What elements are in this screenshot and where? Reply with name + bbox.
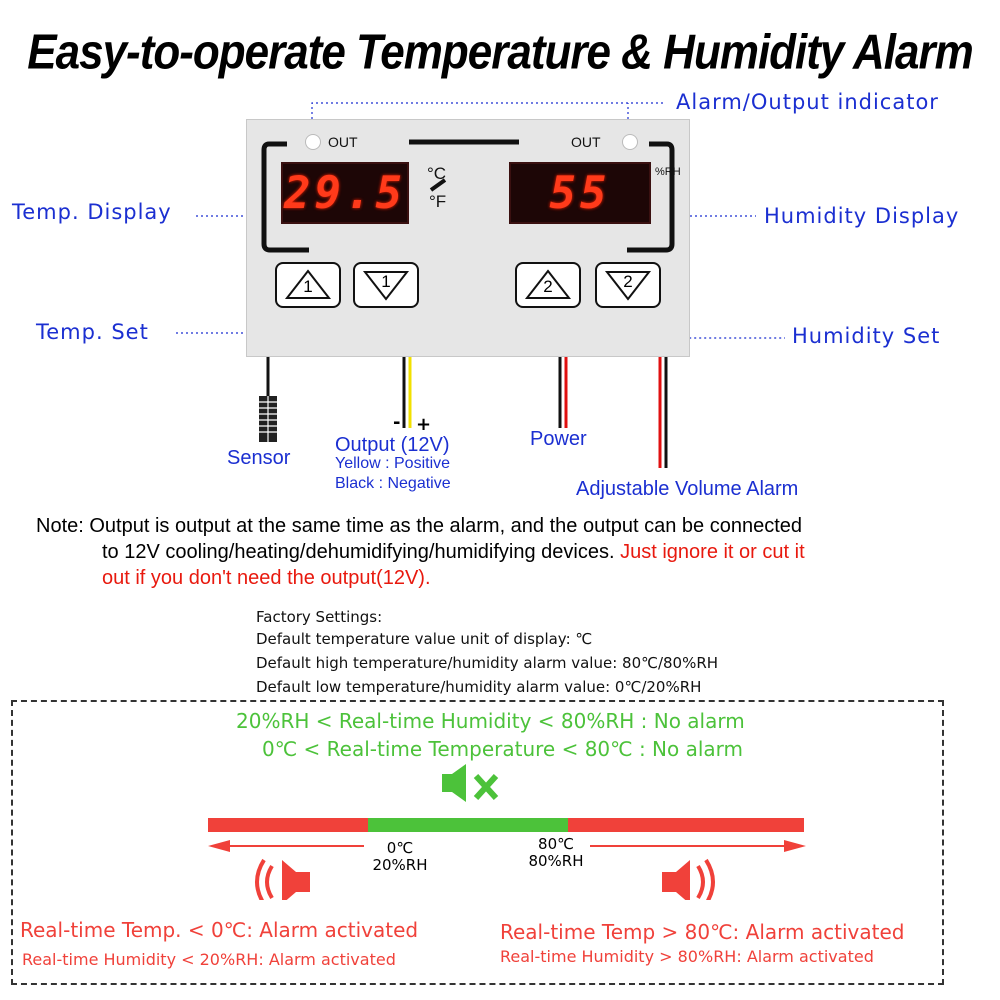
no-alarm-humidity: 20%RH < Real-time Humidity < 80%RH : No alarm (236, 709, 745, 733)
output-minus: - (393, 412, 401, 433)
low-alarm-hum: Real-time Humidity < 20%RH: Alarm activated (22, 950, 396, 969)
high-threshold-temp: 80℃ (538, 835, 574, 853)
low-threshold-label (358, 840, 442, 874)
temp-down-number: 1 (381, 272, 391, 291)
note-line-1: Note: Output is output at the same time as the alarm, and the output can be connected (36, 515, 803, 537)
alarm-volume-label: Adjustable Volume Alarm (576, 478, 799, 500)
alarm-indicator-label: Alarm/Output indicator (676, 90, 939, 114)
note-line-2-text: to 12V cooling/heating/dehumidifying/humidifying devices. (102, 541, 615, 563)
high-threshold-label (514, 836, 598, 870)
low-threshold-temp: 0℃ (386, 839, 414, 857)
out-label-left: OUT (328, 134, 358, 150)
factory-line-2: Default high temperature/humidity alarm value: 80℃/80%RH (256, 654, 719, 672)
note-red-2: out if you don't need the output(12V). (102, 567, 431, 589)
output-black-label: Black : Negative (335, 475, 451, 492)
temp-value: 29.5 (284, 167, 406, 219)
page-title: Easy-to-operate Temperature & Humidity Alarm (27, 25, 973, 80)
low-threshold-hum: 20%RH (372, 856, 428, 874)
temp-display-label: Temp. Display (12, 200, 172, 224)
factory-line-3: Default low temperature/humidity alarm value: 0℃/20%RH (256, 678, 702, 696)
speaker-alarm-icon (662, 860, 713, 900)
high-threshold-hum: 80%RH (528, 852, 584, 870)
sensor-label: Sensor (227, 447, 291, 469)
factory-heading: Factory Settings: (256, 608, 383, 626)
speaker-muted-icon (442, 764, 496, 802)
unit-fahrenheit: °F (429, 192, 447, 211)
humidity-value: 55 (549, 167, 611, 219)
no-alarm-temperature: 0℃ < Real-time Temperature < 80℃ : No alarm (262, 737, 744, 761)
output-label: Output (12V) (335, 434, 450, 456)
range-bar-graphic (0, 760, 1000, 900)
humidity-display-label: Humidity Display (764, 204, 960, 228)
speaker-alarm-icon (257, 860, 310, 900)
unit-rh: %RH (655, 166, 681, 178)
high-alarm-hum: Real-time Humidity > 80%RH: Alarm activated (500, 947, 874, 966)
humidity-up-number: 2 (543, 277, 553, 296)
low-alarm-temp: Real-time Temp. < 0℃: Alarm activated (20, 918, 419, 942)
out-label-right: OUT (571, 134, 601, 150)
output-plus: + (416, 414, 432, 435)
high-alarm-temp: Real-time Temp > 80℃: Alarm activated (500, 920, 905, 944)
humidity-set-label: Humidity Set (792, 324, 941, 348)
temp-set-label: Temp. Set (36, 320, 149, 344)
humidity-down-number: 2 (623, 272, 633, 291)
note-red-1: Just ignore it or cut it (614, 541, 805, 563)
note-line-2 (102, 539, 805, 565)
factory-line-1: Default temperature value unit of display: ℃ (256, 630, 593, 648)
power-label: Power (530, 428, 587, 450)
unit-celsius: °C (427, 164, 447, 183)
temp-up-number: 1 (303, 277, 313, 296)
output-yellow-label: Yellow : Positive (335, 455, 451, 472)
